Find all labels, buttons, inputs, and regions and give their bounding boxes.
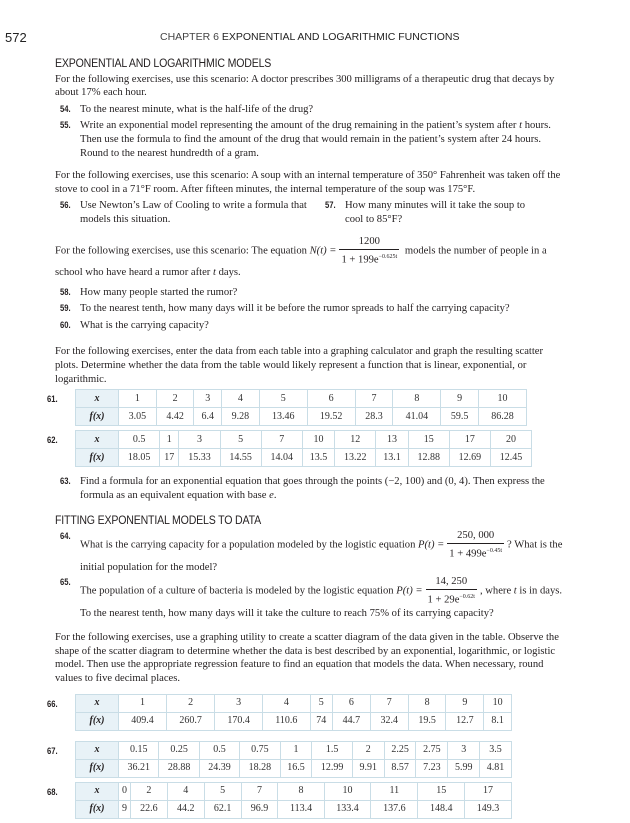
table-cell: 133.4 [324,800,371,818]
table-cell: 19.5 [408,712,446,730]
page-number: 572 [5,30,27,45]
table-cell: 17 [449,431,490,449]
table-cell: 1.5 [312,741,352,759]
tables-66-68 [47,694,565,819]
section-title-fitting: FITTING EXPONENTIAL MODELS TO DATA [55,515,261,528]
table-cell: 32.4 [370,712,408,730]
exponent: −0.625t [378,253,398,260]
exercise-number: 63. [60,476,71,487]
table-row-x [76,782,512,800]
table-cell: 149.3 [465,800,512,818]
table-row-x [76,390,527,408]
table-cell: 17 [160,449,179,467]
table-cell: 16.5 [280,759,312,777]
table-cell: 260.7 [167,712,215,730]
variable: t [519,120,523,132]
table-cell: 8 [393,390,441,408]
table-cell: 14.55 [220,449,261,467]
row-header: f(x) [76,408,119,426]
table-row-fx [76,759,512,777]
exercise-number: 56. [60,200,71,211]
table-cell: 7 [261,431,302,449]
table-cell: 9 [441,390,479,408]
table-cell: 9 [119,800,131,818]
fraction-denominator [339,250,399,267]
table-cell: 5 [259,390,307,408]
table-cell: 137.6 [371,800,418,818]
table-cell: 3 [179,431,220,449]
table-cell: 6 [333,694,371,712]
table-cell: 170.4 [215,712,263,730]
exercise-text: The population of a culture of bacteria is modeled by the logistic equation [80,585,397,597]
table-cell: 10 [302,431,334,449]
table-cell: 1 [160,431,179,449]
table-cell: 5.99 [448,759,480,777]
exercise-text: . [273,489,277,501]
fraction [339,236,399,267]
exercise-57 [325,199,545,226]
table-row-x [76,431,532,449]
table-cell: 5 [220,431,261,449]
exercise-text: Find a formula for an exponential equation that goes through the points (−2, 100) and (0, 4). Then express the formula as an equivalent equation with base [80,476,545,501]
exercise-number: 66. [47,698,58,709]
scenario-soup: For the following exercises, use this scenario: A soup with an internal temperature of 350° Fahrenheit was taken off the stove to cool in a 71°F room. After fifteen minutes, the internal temperature of the soup was 175°F. [55,170,561,195]
fraction-numerator: 1200 [339,236,399,250]
table-cell: 110.6 [263,712,310,730]
table-cell: 2 [352,741,384,759]
table-cell: 0.15 [119,741,159,759]
exercise-number: 57. [325,200,336,211]
exercise-number: 65. [60,577,71,588]
table-row-x [76,741,512,759]
table-cell: 2 [167,694,215,712]
table-cell: 12.45 [490,449,531,467]
row-header: f(x) [76,759,119,777]
table-cell: 15.33 [179,449,220,467]
table-cell: 7.23 [416,759,448,777]
function-name: N(t) = [309,245,337,257]
exercise-number: 60. [60,319,71,330]
exercise-text: What is the carrying capacity? [80,319,209,331]
exercise-text: To the nearest tenth, how many days will it be before the rumor spreads to half the carrying capacity? [80,303,510,315]
table-cell: 12.99 [312,759,352,777]
table-cell: 12 [335,431,376,449]
table-cell: 3 [194,390,222,408]
table-cell: 6.4 [194,408,222,426]
table-cell: 10 [479,390,527,408]
fraction-numerator: 250, 000 [447,530,504,544]
table-cell: 1 [119,694,167,712]
exponent: −0.62t [459,594,475,601]
table-cell: 18.05 [119,449,160,467]
chapter-label: CHAPTER 6 [160,31,219,43]
table-cell: 3 [215,694,263,712]
exercise-text: ? What is the initial population for the model? [80,539,563,573]
exercise-67-table [47,741,565,778]
scenario-text: For the following exercises, use this scenario: The equation [55,245,310,257]
row-header: x [76,431,119,449]
table-row-fx [76,449,532,467]
table-cell: 0 [119,782,131,800]
table-cell: 9.28 [222,408,260,426]
exercise-62-table [47,430,565,467]
exercise-text: hours. Then use the formula to find the amount of the drug that would remain in the patient’s system after 24 hours. Round to the nearest hundredth of a gram. [80,120,551,159]
table-cell: 8 [408,694,446,712]
table-cell: 19.52 [307,408,355,426]
table-cell: 409.4 [119,712,167,730]
table-cell: 7 [355,390,393,408]
table-cell: 3.5 [480,741,512,759]
exercise-text: is in days. To the nearest tenth, how many days will it take the culture to reach 75% of its carrying capacity? [80,585,563,619]
table-cell: 36.21 [119,759,159,777]
exercise-61-table [47,389,565,426]
table-cell: 96.9 [241,800,278,818]
table-cell: 11 [371,782,418,800]
exercise-66-table [47,694,565,731]
exercise-60 [60,319,565,333]
table-cell: 74 [310,712,332,730]
data-table [75,694,512,731]
fraction [426,576,477,607]
exercise-63 [60,475,565,502]
table-cell: 10 [484,694,512,712]
table-cell: 10 [324,782,371,800]
row-header: x [76,782,119,800]
exercises-56-57 [60,199,565,229]
table-cell: 6 [307,390,355,408]
table-cell: 3.05 [119,408,157,426]
exercise-54 [60,103,565,117]
fraction-numerator: 14, 250 [426,576,477,590]
table-cell: 2 [156,390,194,408]
exercise-number: 64. [60,531,71,541]
table-cell: 148.4 [418,800,465,818]
exercise-number: 59. [60,303,71,314]
table-cell: 8 [278,782,324,800]
table-cell: 0.5 [199,741,239,759]
scenario-drug: For the following exercises, use this scenario: A doctor prescribes 300 milligrams of a therapeutic drug that decays by about 17% each hour. [55,73,555,99]
table-row-fx [76,408,527,426]
table-cell: 4.42 [156,408,194,426]
data-table [75,430,532,467]
exercise-55 [60,119,565,160]
table-cell: 7 [370,694,408,712]
denominator-base: 1 + 499e [449,548,487,560]
exponent: −0.45t [486,548,503,554]
table-cell: 12.88 [408,449,449,467]
table-cell: 4 [222,390,260,408]
scenario-regression: For the following exercises, use a graphing utility to create a scatter diagram of the data given in the table. Observe the shape of the scatter diagram to determine whether the data is best described by an exponential, logarithmic, or logistic model. Then use the appropriate regression feature to find an equation that models the data. When necessary, round values to five decimal places. [55,632,559,685]
exercise-58 [60,286,565,300]
table-cell: 13.22 [335,449,376,467]
function-name: P(t) = [396,585,423,597]
table-row-fx [76,712,512,730]
table-cell: 0.5 [119,431,160,449]
table-cell: 4 [263,694,310,712]
scenario-text: models the number of people in a school who have heard a rumor after [55,245,547,279]
table-cell: 1 [280,741,312,759]
exercise-number: 67. [47,745,58,756]
tables-61-62 [47,389,565,467]
exercise-64 [60,530,565,574]
exercise-number: 61. [47,394,58,405]
variable: e [269,489,274,501]
row-header: f(x) [76,800,119,818]
exercise-text: To the nearest minute, what is the half-life of the drug? [80,103,314,115]
exercise-text: , where [479,585,514,597]
exercise-text: What is the carrying capacity for a population modeled by the logistic equation [80,539,419,551]
exercise-65 [60,576,565,620]
table-cell: 12.69 [449,449,490,467]
chapter-heading [160,31,460,43]
table-cell: 0.25 [159,741,199,759]
table-cell: 59.5 [441,408,479,426]
exercise-text: Use Newton’s Law of Cooling to write a formula that models this situation. [80,200,307,225]
fraction-denominator [426,590,477,607]
exercise-text: Write an exponential model representing the amount of the drug remaining in the patient’s system after [80,120,520,132]
table-cell: 4 [167,782,204,800]
table-cell: 7 [241,782,278,800]
table-cell: 22.6 [130,800,167,818]
scenario-scatter: For the following exercises, enter the data from each table into a graphing calculator and graph the resulting scatter plots. Determine whether the data from the table would likely represent a function that is linear, exponential, or logarithmic. [55,346,544,385]
exercise-number: 68. [47,786,58,797]
table-cell: 44.7 [333,712,371,730]
table-cell: 28.88 [159,759,199,777]
row-header: f(x) [76,449,119,467]
table-cell: 44.2 [167,800,204,818]
scenario-rumor [55,236,565,280]
exercise-text: How many minutes will it take the soup to cool to 85°F? [345,200,526,225]
table-cell: 8.57 [384,759,416,777]
table-cell: 2.75 [416,741,448,759]
table-cell: 9.91 [352,759,384,777]
table-cell: 24.39 [199,759,239,777]
variable: t [212,267,216,279]
table-cell: 14.04 [261,449,302,467]
row-header: x [76,390,119,408]
exercise-56 [60,199,325,226]
table-cell: 8.1 [484,712,512,730]
row-header: f(x) [76,712,119,730]
table-cell: 86.28 [479,408,527,426]
table-cell: 13.46 [259,408,307,426]
table-cell: 15 [418,782,465,800]
data-table [75,782,512,819]
running-header [0,30,630,46]
table-cell: 62.1 [204,800,241,818]
table-cell: 18.28 [240,759,280,777]
exercise-68-table [47,782,565,819]
table-cell: 28.3 [355,408,393,426]
table-cell: 113.4 [278,800,324,818]
denominator-base: 1 + 199e [341,254,379,266]
table-cell: 5 [204,782,241,800]
fraction [447,530,504,561]
table-cell: 2.25 [384,741,416,759]
table-cell: 15 [408,431,449,449]
table-cell: 12.7 [446,712,484,730]
table-cell: 13 [376,431,408,449]
scenario-text: days. [215,267,241,279]
exercise-text: How many people started the rumor? [80,286,238,298]
table-cell: 13.1 [376,449,408,467]
table-cell: 9 [446,694,484,712]
function-name: P(t) = [418,539,445,551]
table-cell: 0.75 [240,741,280,759]
row-header: x [76,741,119,759]
table-cell: 5 [310,694,332,712]
denominator-base: 1 + 29e [427,594,460,606]
exercise-number: 54. [60,103,71,114]
table-cell: 17 [465,782,512,800]
exercise-number: 58. [60,286,71,297]
fraction-denominator [447,544,504,561]
table-cell: 2 [130,782,167,800]
table-cell: 20 [490,431,531,449]
data-table [75,389,527,426]
exercise-number: 62. [47,435,58,446]
exercise-59 [60,302,565,316]
table-row-x [76,694,512,712]
chapter-title: EXPONENTIAL AND LOGARITHMIC FUNCTIONS [221,31,460,43]
table-cell: 41.04 [393,408,441,426]
table-cell: 4.81 [480,759,512,777]
table-cell: 1 [119,390,157,408]
table-cell: 3 [448,741,480,759]
variable: t [513,585,517,597]
row-header: x [76,694,119,712]
data-table [75,741,512,778]
table-row-fx [76,800,512,818]
exercise-number: 55. [60,120,71,131]
section-title-models: EXPONENTIAL AND LOGARITHMIC MODELS [55,58,272,70]
table-cell: 13.5 [302,449,334,467]
page-content [47,58,565,823]
